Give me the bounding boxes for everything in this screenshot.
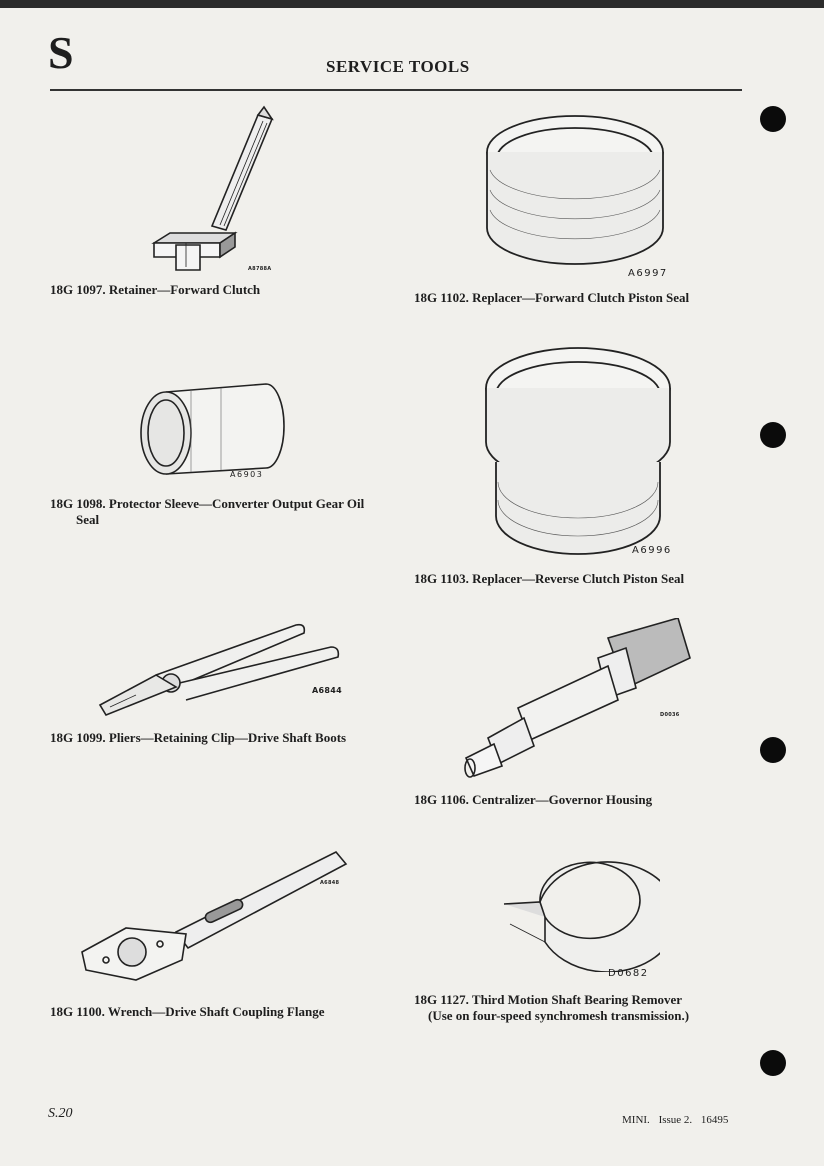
page-number: S.20: [48, 1106, 73, 1121]
figure-number: A6848: [320, 880, 340, 886]
tool-description: Wrench—Drive Shaft Coupling Flange: [107, 1004, 325, 1019]
binder-hole: [760, 106, 786, 132]
footer-issue-number: Issue 2.: [658, 1114, 693, 1126]
scan-top-edge: [0, 0, 824, 8]
tool-caption: [50, 282, 260, 298]
tool-description: Replacer—Reverse Clutch Piston Seal: [472, 571, 685, 586]
figure-number: A6997: [628, 268, 668, 279]
tool-number: 18G 1099.: [50, 730, 106, 745]
header-divider: [50, 89, 742, 91]
tool-number: 18G 1100.: [50, 1004, 105, 1019]
tool-number: 18G 1098.: [50, 496, 106, 511]
tool-number: 18G 1102.: [414, 290, 469, 305]
figure-number: D0682: [608, 968, 649, 979]
centralizer-illustration: [458, 618, 698, 788]
tool-number: 18G 1106.: [414, 792, 469, 807]
figure-number: A6903: [230, 470, 264, 479]
tool-description: Centralizer—Governor Housing: [472, 792, 653, 807]
footer-issue: [622, 1114, 734, 1126]
tool-description: Protector Sleeve—Converter Output Gear Oil: [108, 496, 365, 511]
tool-caption: [50, 730, 346, 746]
tool-number: 18G 1127.: [414, 992, 469, 1007]
tool-note: (Use on four-speed synchromesh transmission.): [428, 1008, 690, 1023]
footer-ref: 16495: [700, 1114, 729, 1126]
tool-description-cont: Seal: [76, 512, 100, 527]
binder-hole: [760, 422, 786, 448]
page-title: SERVICE TOOLS: [326, 57, 470, 76]
tool-caption: [50, 1004, 325, 1020]
tool-caption: [414, 992, 734, 1024]
footer-model: MINI.: [622, 1114, 650, 1126]
pliers-illustration: [96, 615, 346, 725]
tool-caption: [414, 792, 652, 808]
binder-hole: [760, 1050, 786, 1076]
replacer-ring-illustration: [480, 110, 670, 280]
tool-number: 18G 1097.: [50, 282, 106, 297]
tool-caption: [414, 290, 689, 306]
tool-description: Pliers—Retaining Clip—Drive Shaft Boots: [108, 730, 347, 745]
tool-description: Retainer—Forward Clutch: [108, 282, 261, 297]
tool-description: Third Motion Shaft Bearing Remover: [471, 992, 683, 1007]
wrench-illustration: [76, 842, 356, 982]
tool-caption: [414, 571, 684, 587]
binder-hole: [760, 737, 786, 763]
protector-sleeve-illustration: [136, 378, 296, 478]
figure-number: A6996: [632, 545, 672, 556]
replacer-stepped-ring-illustration: [478, 342, 678, 562]
tool-number: 18G 1103.: [414, 571, 469, 586]
figure-number: A6844: [312, 686, 342, 695]
bearing-remover-illustration: [500, 842, 660, 972]
figure-number: D0036: [660, 712, 680, 718]
tool-caption: [50, 496, 390, 528]
retainer-illustration: [140, 105, 290, 275]
figure-number: A8788A: [248, 266, 272, 272]
tool-description: Replacer—Forward Clutch Piston Seal: [472, 290, 690, 305]
section-letter: S: [48, 27, 74, 78]
